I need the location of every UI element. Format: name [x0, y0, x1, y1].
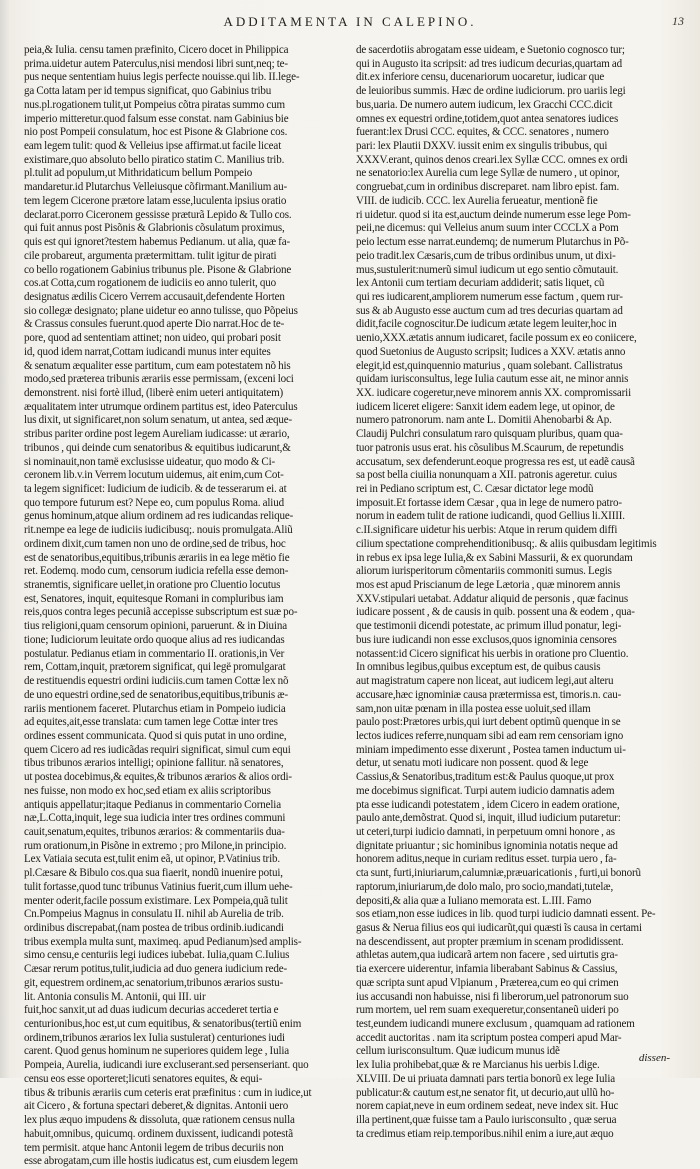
text-line: ri uidetur. quod si ita est,auctum deinde numerum esse lege Pom- — [356, 208, 631, 221]
text-line: æqualitatem inter utrumque ordinem partitus est, ideo Paterculus — [24, 400, 298, 413]
text-line: de leuioribus summis. Hæc de ordine iudiciorum. pro uariis legi — [356, 85, 626, 98]
text-line: lus dixit, ut significaret,non solum senatum, ut antea, sed æque- — [24, 414, 292, 427]
text-line: de sacerdotiis abrogatam esse uideam, e Suetonio cognosco tur; — [356, 44, 625, 56]
text-line: Cassius,& Senatoribus,traditum est:& Paulus quoque,ut prox — [356, 771, 615, 784]
text-line: habuit,omnibus, quicumq. ordinem duxissent, iudicandi potestã — [24, 1127, 293, 1140]
text-line: ta legem significet: Iudicium de iudicib. & de tesserarum ei. at — [24, 483, 287, 495]
text-line: tibus & tribunis ærariis cum ceteris erat præfinitus : cum in iudice,ut — [24, 1086, 312, 1099]
text-line: designatus ædilis Cicero Verrem accusauit,defendente Horten — [24, 290, 285, 303]
text-line: cta sunt, furti,iniuriarum,calumniæ,præuaricationis , furti,ui bonorũ — [356, 867, 641, 880]
page-number: 13 — [672, 14, 684, 28]
text-line: elegit,id est,quinquennio maturius , quam solebant. Callistratus — [356, 359, 623, 372]
text-line: tuor patronis usus erat. his cõsulibus M.Scaurum, de repetundis — [356, 441, 624, 454]
gutter-shadow — [0, 0, 10, 1078]
text-line: rit.nempe ea lege de iudiciis iudicibusq;. nouis promulgata.Aliũ — [24, 524, 293, 537]
text-line: ordines essent communicata. Quod si quis putat in uno ordine, — [24, 729, 287, 742]
text-line: quidam iurisconsultus, lege Iulia cautum esse ait, ne minor annis — [356, 373, 629, 386]
text-line: cos.at Cotta,cum rogationem de iudiciis eo anno tulerit, quo — [24, 277, 276, 290]
text-line: nes fuisse, non modo ex hoc,sed etiam ex aliis scriptoribus — [24, 784, 271, 797]
text-line: existimare,quo absoluto bello piratico statim C. Manilius trib. — [24, 153, 285, 166]
text-line: tia exercere uiderentur, infamia liberabant Sabinus & Cassius, — [356, 963, 618, 976]
text-line: ordinem dixit,cum tamen non uno de ordine,sed de tribus, hoc — [24, 537, 286, 550]
text-line: cauit,senatum,equites, tribunos ærarios: & commentariis dua- — [24, 825, 285, 838]
text-line: ut postea docebimus,& equites,& tribunos ærarios & alios ordi- — [24, 771, 292, 784]
text-line: pari: lex Plautii DXXV. iussit enim ex singulis tribubus, qui — [356, 140, 608, 153]
text-line: pore, quod ad sententiam attinet; non uideo, qui probari posit — [24, 332, 281, 345]
text-line: dit.ex inferiore censu, ducenariorum uocaretur, iudicar que — [356, 71, 605, 84]
text-line: pus neque sententiam huius legis perfecte nouisse.qui lib. II.lege- — [24, 71, 300, 84]
text-line: peii,ne dicemus: qui Velleius anum suum inter CCCLX a Pom — [356, 222, 619, 235]
catchword: dissen- — [638, 1052, 670, 1064]
text-line: VIII. de iudicib. CCC. lex Aurelia ferueatur, mentionẽ fie — [356, 194, 598, 207]
text-line: cellum iurisconsultum. Quæ iudicum munus idẽ — [356, 1045, 560, 1058]
right-text-column — [356, 44, 682, 1142]
text-line: lectos iudices referre,nunquam sibi ad eam rem censoriam igno — [356, 729, 624, 742]
text-line: illa pertinent,quæ fuisse tam a Paulo iurisconsulto , quæ serua — [356, 1114, 617, 1127]
text-line: prima.uidetur autem Paterculus,nisi mendosi libri sunt,neq; te- — [24, 57, 288, 70]
text-line: lex Antonii cum tertiam decuriam addiderit; satis liquet, cũ — [356, 277, 605, 290]
text-line: que testimonii dicendi potestate, ac primum illud ponatur, legi- — [356, 620, 622, 633]
text-line: de restituendis equestri ordini iudiciis.cum tamen Cottæ lex nõ — [24, 675, 289, 688]
text-line: co bello rogationem Gabinius tribunus ple. Pisone & Glabrione — [24, 263, 292, 276]
text-line: publicatur:& cautum est,ne senator fit, ut decurio,aut ullũ ho- — [356, 1086, 615, 1099]
text-line: quo tempore futurum est? Nepe eo, cum populus Roma. aliud — [24, 496, 284, 509]
text-line: rum mortem, uel rem suam exequeretur,consentaneũ uideri po — [356, 1004, 619, 1017]
text-line: ut ceteri,turpi iudicio damnati, in perpetuum omni honore , as — [356, 825, 615, 838]
text-line: Pompeia, Aurelia, iudicandi iure excluserant.sed persenseriant. quo — [24, 1059, 309, 1072]
text-line: congruebat,cum in ordinibus discreparet. nam libro epist. fam. — [356, 181, 620, 194]
text-line: depositi,& alia quæ a Iuliano memorata est. L.III. Famo — [356, 894, 592, 907]
text-line: XXXV.erant, quinos denos creari.lex Syllæ CCC. omnes ex ordi — [356, 153, 628, 166]
text-line: est de senatoribus,equitibus,tribunis ærariis in ea lege mëtio fie — [24, 551, 290, 564]
text-line: me docebimus significat. Turpi autem iudicio damnatis adem — [356, 784, 615, 797]
text-line: quod Suetonius de Augusto scripsit; Iudices a XXV. ætatis anno — [356, 345, 626, 358]
text-line: ne senatorio:lex Aurelia cum lege Syllæ de numero , ut opinor, — [356, 167, 620, 180]
text-line: Claudij Pulchri consulatum raro quisquam pluribus, quam qua- — [356, 428, 623, 441]
left-text-column — [24, 44, 346, 1169]
text-line: tius religioni,quam censorum opinioni, paruerunt. & in Diuina — [24, 620, 287, 633]
text-line: XX. iudicare cogeretur,neve minorem annis XX. compromissarii — [356, 386, 631, 399]
text-line: tibus tribunos ærarios intelligi; opinione fallitur. nã senatores, — [24, 757, 284, 770]
text-line: carent. Quod genus hominum ne superiores quidem lege , Iulia — [24, 1045, 290, 1058]
text-line: ta credimus etiam reip.temporibus.nihil enim a iure,aut æquo — [356, 1127, 614, 1140]
text-line: Cæsar rerum potitus,tulit,iudicia ad duo genera iudicium rede- — [24, 963, 288, 976]
text-line: tem legem Cicerone prætore latam esse,luculenta ipsius oratio — [24, 194, 287, 207]
text-line: ait Cicero , & fortuna spectari deberet,& dignitas. Antonii uero — [24, 1100, 289, 1113]
text-line: pl.Cæsare & Bibulo cos.qua sua fiaerit, nondũ inuenire potui, — [24, 867, 283, 880]
text-line: numero patronorum. nam ante L. Domitii Ahenobarbi & Ap. — [356, 414, 612, 427]
text-line: pta esse iudicandi potestatem , idem Cicero in eadem oratione, — [356, 798, 620, 811]
text-line: postulatur. Pedianus etiam in commentario II. orationis,in Ver — [24, 647, 285, 660]
text-line: censu eos esse oporteret;licuti senatores equites, & equi- — [24, 1072, 263, 1085]
text-line: sus & ab Augusto esse auctum cum ad tres decurias quartam ad — [356, 304, 623, 317]
text-line: qui in Augusto ita scripsit: ad tres iudicum decurias,quartam ad — [356, 57, 622, 70]
text-line: genus hominum,atque alium ordinem ad res iudicandas relique- — [24, 510, 294, 523]
text-line: lex plus æquo impudens & dissoluta, quæ rationem census nulla — [24, 1114, 295, 1127]
text-line: bus iure iudicandi non esse exclusos,quos ignominia censores — [356, 633, 617, 646]
text-line: honorem aditus,neque in curiam reditus esset. turpia uero , fa- — [356, 853, 617, 866]
text-line: quis est qui ignoret?testem habemus Pedianum. ut alia, quæ fa- — [24, 236, 290, 249]
text-line: sam,non uitæ pœnam in illa postea esse uoluit,sed illam — [356, 702, 591, 715]
text-line: notassent:id Cicero significat his uerbis in oratione pro Cluentio. — [356, 647, 629, 660]
text-line: norem capiat,neve in eum ordinem sedeat, neve index sit. Huc — [356, 1100, 619, 1113]
text-line: ius accusandi non habuisse, nisi fi liberorum,uel patronorum suo — [356, 990, 629, 1003]
text-line: est, Senatores, inquit, equitesque Romani in compluribus iam — [24, 592, 284, 605]
text-line: mandaretur.id Plutarchus Velleiusque cõfirmant.Manilium au- — [24, 181, 287, 194]
text-line: git, equestrem ordinem,ac senatorium,tribunos ærarios sustu- — [24, 976, 283, 989]
text-line: ceronem lib.v.in Verrem locutum uidemus, ait enim,cum Cot- — [24, 469, 284, 482]
text-line: mus,sustulerit:numerũ simul iudicum ut ego sentio cõmutauit. — [356, 263, 619, 276]
text-line: quæ scripta sunt apud Vlpianum , Præterea,cum eo qui crimen — [356, 976, 619, 989]
text-line: tribunos , qui deinde cum senatoribus & equitibus iudicarunt,& — [24, 441, 291, 454]
text-line: rei in Pediano scriptum est, C. Cæsar dictator lege modũ — [356, 483, 594, 495]
text-line: athletas autem,qua iudicarã artem non facere , sed uirtutis gra- — [356, 949, 618, 962]
text-line: cile probareut, argumenta prætermittam. tulit igitur de pirati — [24, 249, 277, 262]
text-line: XXV.stipulari uetabat. Addatur aliquid de personis , quæ facinus — [356, 592, 629, 605]
text-line: XLVIII. De ui priuata damnati pars tertia bonorũ ex lege Iulia — [356, 1072, 615, 1085]
text-line: lit. Antonia consulis M. Antonii, qui III. uir — [24, 990, 206, 1003]
text-line: rariis mentionem faceret. Plutarchus etiam in Pompeio iudicia — [24, 702, 286, 715]
text-line: reis,quos contra leges pecuniã accepisse subscriptum est suæ po- — [24, 606, 298, 619]
text-line: esse abrogatam,cum ille hostis iudicatus est, cum eiusdem legem — [24, 1155, 298, 1168]
text-line: peia,& Iulia. censu tamen præfinito, Cicero docet in Philippica — [24, 44, 289, 56]
text-line: peio lectum esse narrat.eundemq; de numerum Plutarchus in Põ- — [356, 236, 629, 249]
text-line: bus,uaria. De numero autem iudicum, lex Gracchi CCC.dicit — [356, 98, 613, 111]
text-line: stranemtis, significare uellet,in oratione pro Cluentio locutus — [24, 579, 281, 592]
text-line: omnes ex equestri ordine,totidem,quot antea senatores iudices — [356, 112, 619, 125]
text-line: modo,sed præterea tribunis ærariis esse permissam, (exceni loci — [24, 373, 294, 386]
text-line: fuerant:lex Drusi CCC. equites, & CCC. senatores , numero — [356, 126, 609, 139]
text-line: na descendissent, aut propter præmium in scenam prodidissent. — [356, 935, 624, 948]
text-line: raptorum,iniuriarum,de dolo malo, pro socio,mandati,tutelæ, — [356, 880, 614, 893]
text-line: antiquis appellatur;itaque Pedianus in commentario Cornelia — [24, 798, 281, 811]
text-line: Lex Vatiaia secuta est,tulit enim eã, ut opinor, P.Vatinius trib. — [24, 853, 280, 866]
running-head: ADDITAMENTA IN CALEPINO. — [223, 14, 477, 29]
text-line: accusare,hæc ignominiæ causa prætermissa est, timoris.n. cau- — [356, 688, 622, 701]
text-line: tulit fortasse,quod tunc tribunus Vatinius fuerit,cum illum uehe- — [24, 880, 293, 893]
text-line: ordinem,tribunos ærarios lex Iulia sustulerat) centuriones iudi — [24, 1031, 285, 1044]
text-line: si nominauit,non tamë exclusisse uideatur, quo modo & Ci- — [24, 455, 276, 468]
text-line: gasus & Nerua filius eos qui iudicarũt,qui quæsti ĩs causa in certami — [356, 922, 642, 934]
text-line: aliorum iurisperitorum cõmentariis commoniti sumus. Legis — [356, 565, 612, 578]
text-line: fuit,hoc sanxit,ut ad duas iudicum decurias accederet tertia e — [24, 1004, 279, 1017]
text-line: Cn.Pompeius Magnus in consulatu II. nihil ab Aurelia de trib. — [24, 908, 284, 921]
text-line: In omnibus legibus,quibus exceptum est, de quibus causis — [356, 661, 601, 674]
text-line: ad equites,ait,esse translata: cum tamen lege Cottæ inter tres — [24, 716, 278, 729]
text-line: c.II.significare uidetur his uerbis: Atque in rerum quidem diffi — [356, 524, 618, 537]
text-line: test,eundem iudicandi munere exclusum , quamquam ad rationem — [356, 1018, 635, 1031]
text-line: paulo ante,demõstrat. Quod si, inquit, illud iudicium putaretur: — [356, 812, 621, 825]
text-line: sio collegæ designato; plane uidetur eo anno tulisse, quo Põpeius — [24, 304, 298, 317]
text-line: imposuit.Et fortasse idem Cæsar , qua in lege de numero patro- — [356, 496, 622, 509]
text-line: simo censu,e centuriis legi iudices iubebat. Iulia,quam C.Iulius — [24, 949, 290, 962]
text-line: didit,facile cognoscitur.De iudicum ætate legem leuiter,hoc in — [356, 318, 617, 331]
text-line: nio post Pompeii consulatum, hoc est Pisone & Glabrione cos. — [24, 126, 288, 139]
text-line: tem permisit. atque hanc Antonii legem de tribus decuriis non — [24, 1141, 284, 1154]
text-line: miniam impedimento esse dixerunt , Postea tamen inductum ui- — [356, 743, 626, 756]
text-line: rum orationum,in Pisõne in extremo ; pro Milone,in principio. — [24, 839, 287, 852]
text-line: aut magistratum capere non liceat, aut iudicem legi,aut alteru — [356, 675, 614, 688]
text-line: nus.pl.rogationem tulit,ut Pompeius cõtra piratas summo cum — [24, 98, 285, 111]
text-line: uenio,XXX.ætatis annum iudicaret, facile possum ex eo coniicere, — [356, 332, 637, 345]
text-line: accedit auctoritas . nam ita scriptum postea comperi apud Mar- — [356, 1031, 622, 1044]
text-line: demonstrent. nisi fortè illud, (liberè enim ueteri antiquitatem) — [24, 386, 284, 399]
text-line: menter oderit,facile possum existimare. Lex Pompeia,quã tulit — [24, 894, 288, 907]
text-line: iudicem liceret eligere: Sanxit idem eadem lege, ut opinor, de — [356, 400, 615, 413]
text-line: id, quod idem narrat,Cottam iudicandi munus inter equites — [24, 345, 271, 358]
text-line: de uno equestri ordine,sed de senatoribus,equitibus,tribunis æ- — [24, 688, 288, 701]
text-line: & senatum æqualiter esse partitum, cum eam potestatem nõ his — [24, 359, 291, 372]
text-line: qui res iudicarent,ampliorem numerum esse factum , quem rur- — [356, 290, 623, 303]
text-line: ga Cotta latam per id tempus significat, quo Gabinius tribu — [24, 85, 272, 98]
text-line: lex Iulia prohibebat,quæ & re Marcianus his uerbis l.dige. — [356, 1059, 600, 1072]
text-line: cilium spectatione comprehenditionibusq;. & aliis quibusdam legitimis — [356, 537, 657, 550]
text-line: declarat.porro Ciceronem gessisse præturã Lepido & Tullo cos. — [24, 208, 292, 221]
text-line: norum in eadem tulit de ratione iudicandi, quod Gellius li.XIIII. — [356, 510, 625, 523]
text-line: stribus pariter ordine post legem Aureliam iudicasse: ut ærario, — [24, 428, 290, 441]
text-line: imperio mitteretur.quod falsum esse constat. nam Gabinius bie — [24, 112, 289, 125]
text-line: paulo post:Prætores urbis,qui iurt debent optimũ quenque in se — [356, 716, 621, 729]
text-line: sos etiam,non esse iudices in lib. quod turpi iudicio damnati essent. Pe- — [356, 908, 656, 921]
text-line: sa post bella ciuilia nonunquam a XII. patronis ageretur. cuius — [356, 469, 617, 482]
text-line: tribus exempla multa sunt, maximeq. apud Pedianum)sed amplis- — [24, 935, 302, 948]
text-line: pl.tulit ad populum,ut Mithridaticum bellum Pompeio — [24, 167, 253, 180]
text-line: peio tradit.lex Cæsaris,cum de tribus ordinibus unum, ut dixi- — [356, 249, 616, 262]
text-line: iudicare possent , & de causis in quib. possent una & eodem , qua- — [356, 606, 635, 619]
text-line: dignitate priuantur ; sic hominibus ignominia notatis neque ad — [356, 839, 618, 852]
text-line: tione; Iudiciorum leuitate ordo quoque alius ad res iudicandas — [24, 633, 285, 646]
text-line: mos est apud Priscianum de lege Lætoria , quæ minorem annis — [356, 579, 621, 592]
text-line: ret. Eodemq. modo cum, censorum iudicia refella esse demon- — [24, 565, 289, 578]
text-line: quem Cicero ad res iudicãdas requiri significat, simul cum equi — [24, 743, 291, 756]
text-line: næ,L.Cotta,inquit, lege sua iudicia inter tres ordines communi — [24, 812, 286, 825]
text-line: accusatum, sex defenderunt.eoque progressa res est, ut eadẽ causã — [356, 455, 635, 468]
text-line: & Crassus consules fuerunt.quod aperte Dio narrat.Hoc de te- — [24, 318, 285, 331]
text-line: in rebus ex ipsa lege Iulia,& ex Sabini Massurii, & ex quorundam — [356, 551, 633, 564]
text-line: centurionibus,hoc est,ut cum equitibus, & senatoribus(tertiũ enim — [24, 1018, 302, 1031]
text-line: eam legem tulit: quod & Velleius ipse affirmat.ut facile liceat — [24, 140, 282, 153]
text-line: rem, Cottam,inquit, prætorem significat, qui legë promulgarat — [24, 661, 286, 674]
text-line: ordinibus discrepabat,(nam postea de tribus ordinib.iudicandi — [24, 922, 284, 934]
text-line: qui fuit annus post Pisõnis & Glabrionis cõsulatum proximus, — [24, 222, 285, 235]
text-line: detur, ut senatu moti iudicare non possent. quod & lege — [356, 757, 589, 770]
